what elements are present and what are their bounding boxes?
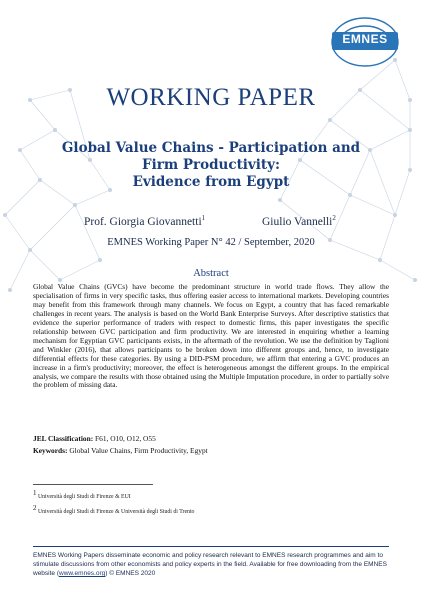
paper-title-line: Global Value Chains - Participation and bbox=[61, 140, 361, 156]
abstract-text: Global Value Chains (GVCs) have become the predominant structure in world trade flows. They allow the specialisation of firms in very specific tasks, thus offering easier access to international markets. Developing countries may benefit from this framework through many channels. We focus on Egypt, a country that has faced remarkable challenges in recent years. The analysis is based on the World Bank Enterprise Surveys. After descriptive statistics that evidence the superior performance of traders with respect to domestic firms, this paper investigates the specific relationship between GVC participation and firm productivity. We are interested in enquiring whether a learning mechanism for Egyptian GVC participants exists, in the aftermath of the revolution. We use the definition by Taglioni and Winkler (2016), that allows participants to be broken down into different groups and, hence, to investigate differential effects for these categories. By using a DID-PSM procedure, we affirm that entering a GVC produces an increase in a firm's productivity; moreover, the effect is heterogeneous amongst the different groups. In the empirical analysis, we compare the results with those obtained using the Multiple Imputation procedure, in order to partially solve the problem of missing data. bbox=[33, 282, 389, 390]
jel-label: JEL Classification: bbox=[33, 434, 94, 443]
working-paper-number: EMNES Working Paper N° 42 / September, 2020 bbox=[107, 237, 315, 248]
author-affiliation-mark: 1 bbox=[201, 214, 206, 222]
footnote-text: Università degli Studi di Firenze & Università degli Studi di Trento bbox=[36, 508, 195, 515]
footnote-text: Università degli Studi di Firenze & EUI bbox=[36, 493, 131, 500]
footnote-mark: 2 bbox=[33, 504, 37, 512]
keywords-value: Global Value Chains, Firm Productivity, Egypt bbox=[67, 446, 208, 455]
jel-value: F61, O10, O12, O55 bbox=[93, 434, 156, 443]
footnote-mark: 1 bbox=[33, 489, 37, 497]
footer-note bbox=[33, 551, 393, 578]
footer-text: EMNES Working Papers disseminate economic and policy research relevant to EMNES research programmes and aim to stimulate discussions from other economists and policy experts in the field. Available for free downloading from the EMNES website ( bbox=[33, 552, 387, 577]
author-affiliation-mark: 2 bbox=[332, 214, 336, 222]
paper-title-line: Evidence from Egypt bbox=[132, 174, 290, 190]
series-title: WORKING PAPER bbox=[106, 84, 316, 111]
footnote-1 bbox=[33, 489, 389, 500]
author-name: Prof. Giorgia Giovannetti bbox=[84, 215, 202, 228]
paper-title-line: Firm Productivity: bbox=[142, 157, 280, 173]
author-1 bbox=[84, 214, 205, 228]
logo-text: EMNES bbox=[342, 32, 388, 46]
keywords-label: Keywords: bbox=[33, 446, 68, 455]
author-2 bbox=[262, 214, 336, 228]
footnote-divider bbox=[33, 484, 153, 485]
jel-classification bbox=[33, 434, 389, 443]
footer-divider bbox=[33, 546, 389, 547]
keywords bbox=[33, 446, 389, 455]
footnote-2 bbox=[33, 504, 389, 515]
footer-copyright: ) © EMNES 2020 bbox=[105, 570, 156, 577]
paper-title bbox=[30, 140, 392, 191]
abstract-heading: Abstract bbox=[193, 268, 229, 279]
emnes-website-link[interactable]: www.emnes.org bbox=[59, 570, 106, 577]
author-name: Giulio Vannelli bbox=[262, 215, 333, 228]
